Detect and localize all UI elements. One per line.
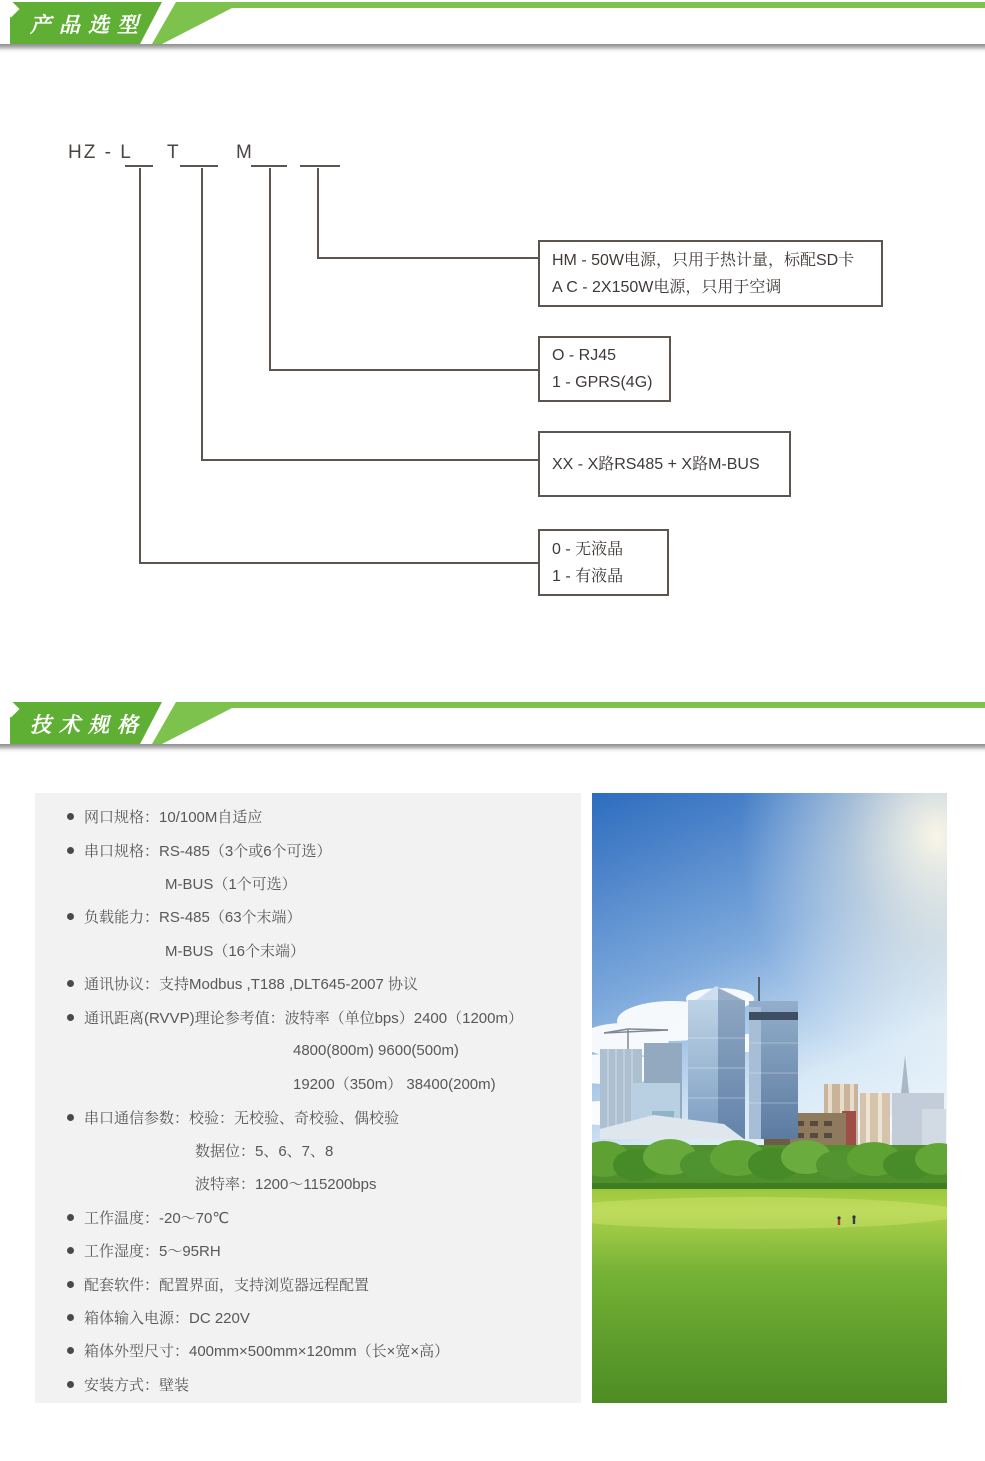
spec-item [35,934,581,967]
diagram-lines [0,130,985,610]
spec-text: 负载能力：RS-485（63个末端） [84,909,302,927]
bullet-icon [67,813,74,820]
section-banner-tech-specs [0,700,985,754]
spec-text: 配套软件：配置界面，支持浏览器远程配置 [84,1276,370,1294]
spec-text: 箱体外型尺寸：400mm×500mm×120mm（长×宽×高） [84,1343,450,1361]
spec-item [35,1167,581,1200]
model-part-m: M [236,142,254,163]
option-box-power [538,240,883,307]
spec-text: M-BUS（1个可选） [165,875,297,893]
bullet-icon [67,1381,74,1388]
banner-decoration [0,0,985,44]
spec-text: 安装方式：壁装 [84,1376,190,1394]
spec-item [35,1368,581,1401]
spec-text: 串口通信参数：校验：无校验、奇校验、偶校验 [84,1109,400,1127]
city-park-photo [592,793,947,1403]
spec-item [35,800,581,833]
bullet-icon [67,980,74,987]
spec-text: 网口规格：10/100M自适应 [84,809,263,827]
spec-text: 工作湿度：5～95RH [84,1243,221,1261]
spec-item [35,1034,581,1067]
model-code-diagram [0,130,985,610]
spec-text: 通讯距离(RVVP)理论参考值：波特率（单位bps）2400（1200m） [84,1009,523,1027]
section-title: 产品选型 [30,14,146,37]
spec-item [35,1334,581,1367]
option-line: 1 - GPRS(4G) [552,374,653,391]
option-line: HM - 50W电源，只用于热计量，标配SD卡 [552,251,855,269]
option-box-lcd [538,529,669,596]
bullet-icon [67,1014,74,1021]
spec-item [35,1134,581,1167]
spec-item [35,1101,581,1134]
spec-text: 通讯协议：支持Modbus ,T188 ,DLT645-2007 协议 [84,976,419,994]
spec-item [35,1234,581,1267]
section-title: 技术规格 [30,714,146,737]
option-line: 1 - 有液晶 [552,567,624,585]
option-line: O - RJ45 [552,347,617,364]
spec-item [35,1201,581,1234]
spec-text: M-BUS（16个末端） [165,942,306,960]
bullet-icon [67,1281,74,1288]
bullet-icon [67,1347,74,1354]
option-line: 0 - 无液晶 [552,540,624,558]
banner-shadow [0,44,985,53]
option-box-network [538,336,671,402]
bullet-icon [67,1114,74,1121]
spec-item [35,1000,581,1033]
model-prefix: HZ - L [68,142,133,163]
spec-text: 串口规格：RS-485（3个或6个可选） [84,842,332,860]
bullet-icon [67,847,74,854]
spec-item [35,900,581,933]
tech-specs-panel [35,793,581,1403]
spec-text: 19200（350m） 38400(200m) [293,1076,496,1094]
spec-text: 波特率：1200～115200bps [195,1176,377,1194]
spec-text: 箱体输入电源：DC 220V [84,1310,250,1328]
spec-text: 数据位：5、6、7、8 [195,1143,334,1161]
section-banner-product-selection [0,0,985,54]
bullet-icon [67,1314,74,1321]
option-line: A C - 2X150W电源，只用于空调 [552,278,782,296]
spec-item [35,867,581,900]
spec-text: 4800(800m) 9600(500m) [293,1041,459,1059]
model-part-t: T [167,142,181,163]
spec-item [35,1067,581,1100]
spec-item [35,1267,581,1300]
bullet-icon [67,1247,74,1254]
spec-item [35,967,581,1000]
spec-item [35,833,581,866]
bullet-icon [67,1214,74,1221]
bullet-icon [67,913,74,920]
banner-decoration [0,700,985,744]
option-line: XX - X路RS485 + X路M-BUS [552,455,760,473]
banner-shadow [0,744,985,753]
option-box-ports [538,431,791,497]
spec-text: 工作温度：-20～70℃ [84,1209,230,1227]
spec-item [35,1301,581,1334]
